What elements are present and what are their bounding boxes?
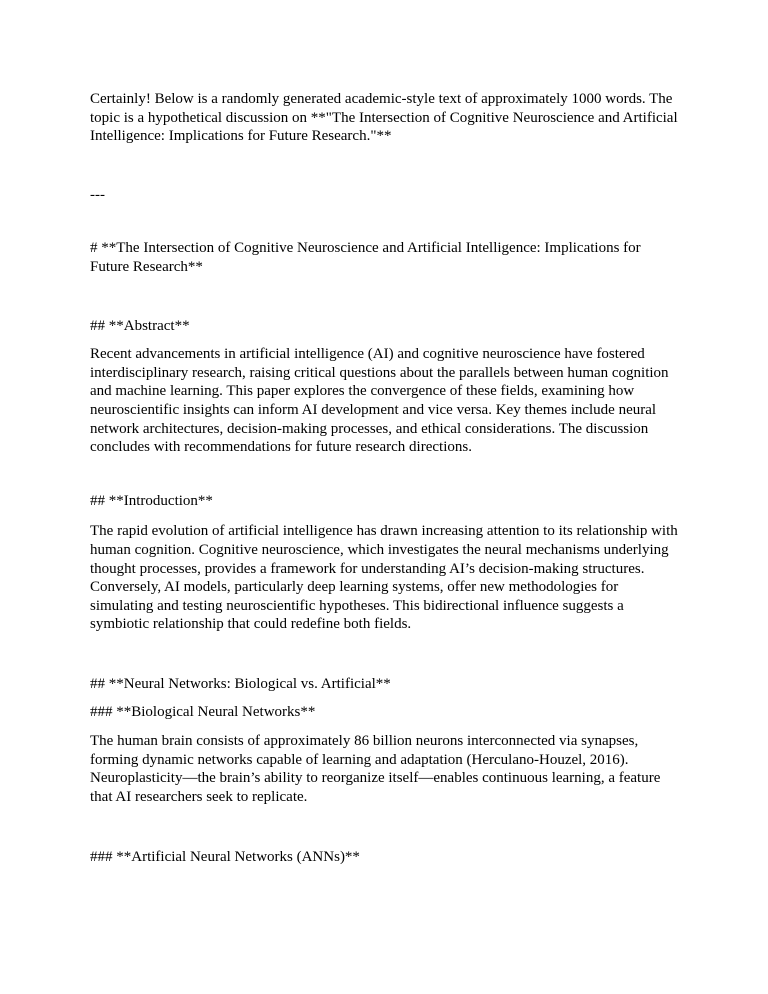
- neural-networks-section-heading: ## **Neural Networks: Biological vs. Artificial**: [90, 675, 391, 692]
- introduction-heading: ## **Introduction**: [90, 492, 213, 509]
- abstract-heading: ## **Abstract**: [90, 317, 190, 334]
- abstract-paragraph: Recent advancements in artificial intelligence (AI) and cognitive neuroscience have fostered interdisciplinary research, raising critical questions about the parallels between human cognition and machine learning. This paper explores the convergence of these fields, examining how neuroscientific insights can inform AI development and vice versa. Key themes include neural network architectures, decision-making processes, and ethical considerations. The discussion concludes with recommendations for future research directions.: [90, 346, 669, 456]
- biological-neural-networks-paragraph: The human brain consists of approximately 86 billion neurons interconnected via synapses, forming dynamic networks capable of learning and adaptation (Herculano-Houzel, 2016). Neuroplasticity—the brain’s ability to reorganize itself—enables continuous learning, a feature that AI researchers seek to replicate.: [90, 733, 661, 805]
- artificial-neural-networks-heading: ### **Artificial Neural Networks (ANNs)**: [90, 849, 360, 866]
- introduction-paragraph: The rapid evolution of artificial intelligence has drawn increasing attention to its relationship with human cognition. Cognitive neuroscience, which investigates the neural mechanisms underlying thought processes, provides a framework for understanding AI’s decision-making structures. Conversely, AI models, particularly deep learning systems, offer new methodologies for simulating and testing neuroscientific hypotheses. This bidirectional influence suggests a symbiotic relationship that could redefine both fields.: [90, 523, 678, 633]
- horizontal-rule-text: ---: [90, 186, 105, 203]
- biological-neural-networks-heading: ### **Biological Neural Networks**: [90, 704, 316, 721]
- title-heading: # **The Intersection of Cognitive Neuroscience and Artificial Intelligence: Implications for Future Research**: [90, 240, 641, 275]
- intro-preamble-paragraph: Certainly! Below is a randomly generated academic-style text of approximately 1000 words. The topic is a hypothetical discussion on **"The Intersection of Cognitive Neuroscience and Artificial Intelligence: Implications for Future Research."**: [90, 91, 678, 145]
